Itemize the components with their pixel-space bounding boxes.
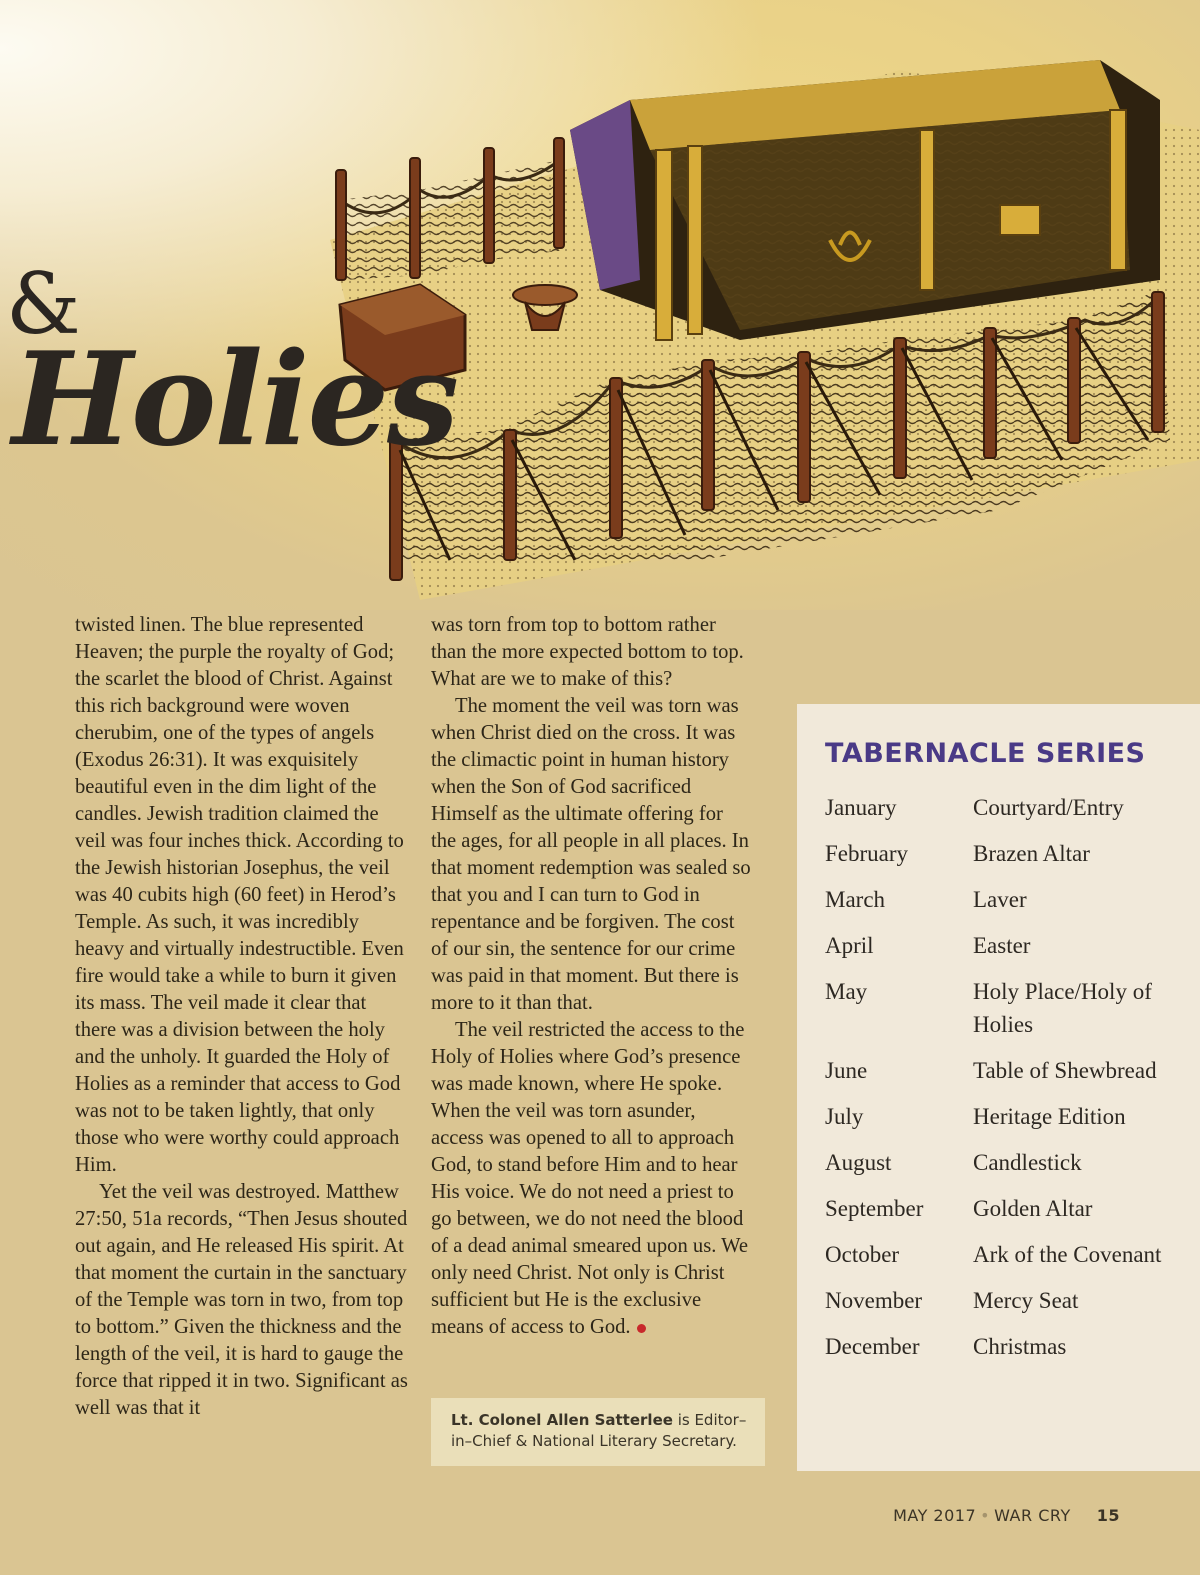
- author-name: Lt. Colonel Allen Satterlee: [451, 1411, 673, 1429]
- series-row: [825, 1100, 1200, 1133]
- sidebar-title: TABERNACLE SERIES: [825, 738, 1146, 769]
- article-column-1: [75, 612, 410, 1422]
- publication-name: WAR CRY: [994, 1506, 1071, 1525]
- series-row: [825, 1146, 1200, 1179]
- series-topic: Laver: [973, 887, 1027, 912]
- article-column-2: [431, 612, 751, 1341]
- series-month: November: [825, 1288, 923, 1313]
- series-topic: Table of Shewbread: [973, 1058, 1157, 1083]
- page-number: 15: [1096, 1506, 1120, 1525]
- series-month: April: [825, 933, 874, 958]
- series-row: [825, 1238, 1200, 1271]
- article-paragraph: was torn from top to bottom rather than the more expected bottom to top. What are we to make of this?: [431, 614, 744, 690]
- series-topic: Courtyard/Entry: [973, 795, 1124, 820]
- hero-banner: [0, 0, 1200, 610]
- series-row: [825, 1284, 1200, 1317]
- series-row: [825, 1054, 1200, 1087]
- series-topic: Mercy Seat: [973, 1288, 1079, 1313]
- series-topic: Heritage Edition: [973, 1104, 1126, 1129]
- series-month: February: [825, 841, 909, 866]
- footer-separator: •: [980, 1506, 991, 1525]
- series-month: December: [825, 1334, 920, 1359]
- series-topic: Golden Altar: [973, 1196, 1093, 1221]
- end-of-article-mark-icon: [637, 1324, 646, 1333]
- series-row: [825, 791, 1200, 824]
- author-bio: [431, 1398, 765, 1466]
- series-month: August: [825, 1150, 892, 1175]
- article-paragraph: Yet the veil was destroyed. Matthew 27:50, 51a records, “Then Jesus shouted out again, and He released His spirit. At that moment the curtain in the sanctuary of the Temple was torn in two, from top to bottom.” Given the thickness and the length of the veil, it is hard to gauge the force that ripped it in two. Significant as well was that it: [75, 1181, 408, 1419]
- issue-date: MAY 2017: [893, 1506, 977, 1525]
- series-row: [825, 1192, 1200, 1225]
- series-topic: Holy Place/Holy of Holies: [973, 979, 1152, 1037]
- series-row: [825, 975, 1200, 1041]
- series-row: [825, 929, 1200, 962]
- series-row: [825, 1330, 1200, 1363]
- series-topic: Christmas: [973, 1334, 1067, 1359]
- series-month: July: [825, 1104, 864, 1129]
- series-topic: Ark of the Covenant: [973, 1242, 1162, 1267]
- series-month: October: [825, 1242, 900, 1267]
- series-month: June: [825, 1058, 868, 1083]
- headline-ampersand: &: [6, 255, 79, 353]
- article-paragraph-final: [431, 1017, 751, 1341]
- article-paragraph: twisted linen. The blue represented Heaven; the purple the royalty of God; the scarlet the blood of Christ. Against this rich background were woven cherubim, one of the types of angels (Exodus 26:31). It was exquisitely beautiful even in the dim light of the candles. Jewish tradition claimed the veil was four inches thick. According to the Jewish historian Josephus, the veil was 40 cubits high (60 feet) in Herod’s Temple. As such, it was incredibly heavy and virtually indestructible. Even fire would take a while to burn it given its mass. The veil made it clear that there was a division between the holy and the unholy. It guarded the Holy of Holies as a reminder that access to God was not to be taken lightly, that only those who were worthy could approach Him.: [75, 614, 404, 1176]
- headline-holies: Holies: [12, 325, 458, 475]
- series-topic: Easter: [973, 933, 1031, 958]
- series-month: September: [825, 1196, 924, 1221]
- series-topic: Brazen Altar: [973, 841, 1090, 866]
- series-month: March: [825, 887, 886, 912]
- article-paragraph-text: The veil restricted the access to the Holy of Holies where God’s presence was made known, where He spoke. When the veil was torn asunder, access was opened to all to approach God, to stand before Him and to hear His voice. We do not need a priest to go between, we do not need the blood of a dead animal smeared upon us. We only need Christ. Not only is Christ sufficient but He is the exclusive means of access to God.: [431, 1019, 749, 1338]
- page-footer: [893, 1506, 1120, 1525]
- series-row: [825, 837, 1200, 870]
- series-topic: Candlestick: [973, 1150, 1082, 1175]
- series-row: [825, 883, 1200, 916]
- series-month: May: [825, 979, 868, 1004]
- tabernacle-series-sidebar: [797, 704, 1200, 1471]
- series-month: January: [825, 795, 897, 820]
- article-paragraph: The moment the veil was torn was when Christ died on the cross. It was the climactic point in human history when the Son of God sacrificed Himself as the ultimate offering for the ages, for all people in all places. In that moment redemption was sealed so that you and I can turn to God in repentance and be forgiven. The cost of our sin, the sentence for our crime was paid in that moment. But there is more to it than that.: [431, 695, 751, 1014]
- author-role: is Editor–in–Chief & National Literary Secretary.: [451, 1411, 747, 1450]
